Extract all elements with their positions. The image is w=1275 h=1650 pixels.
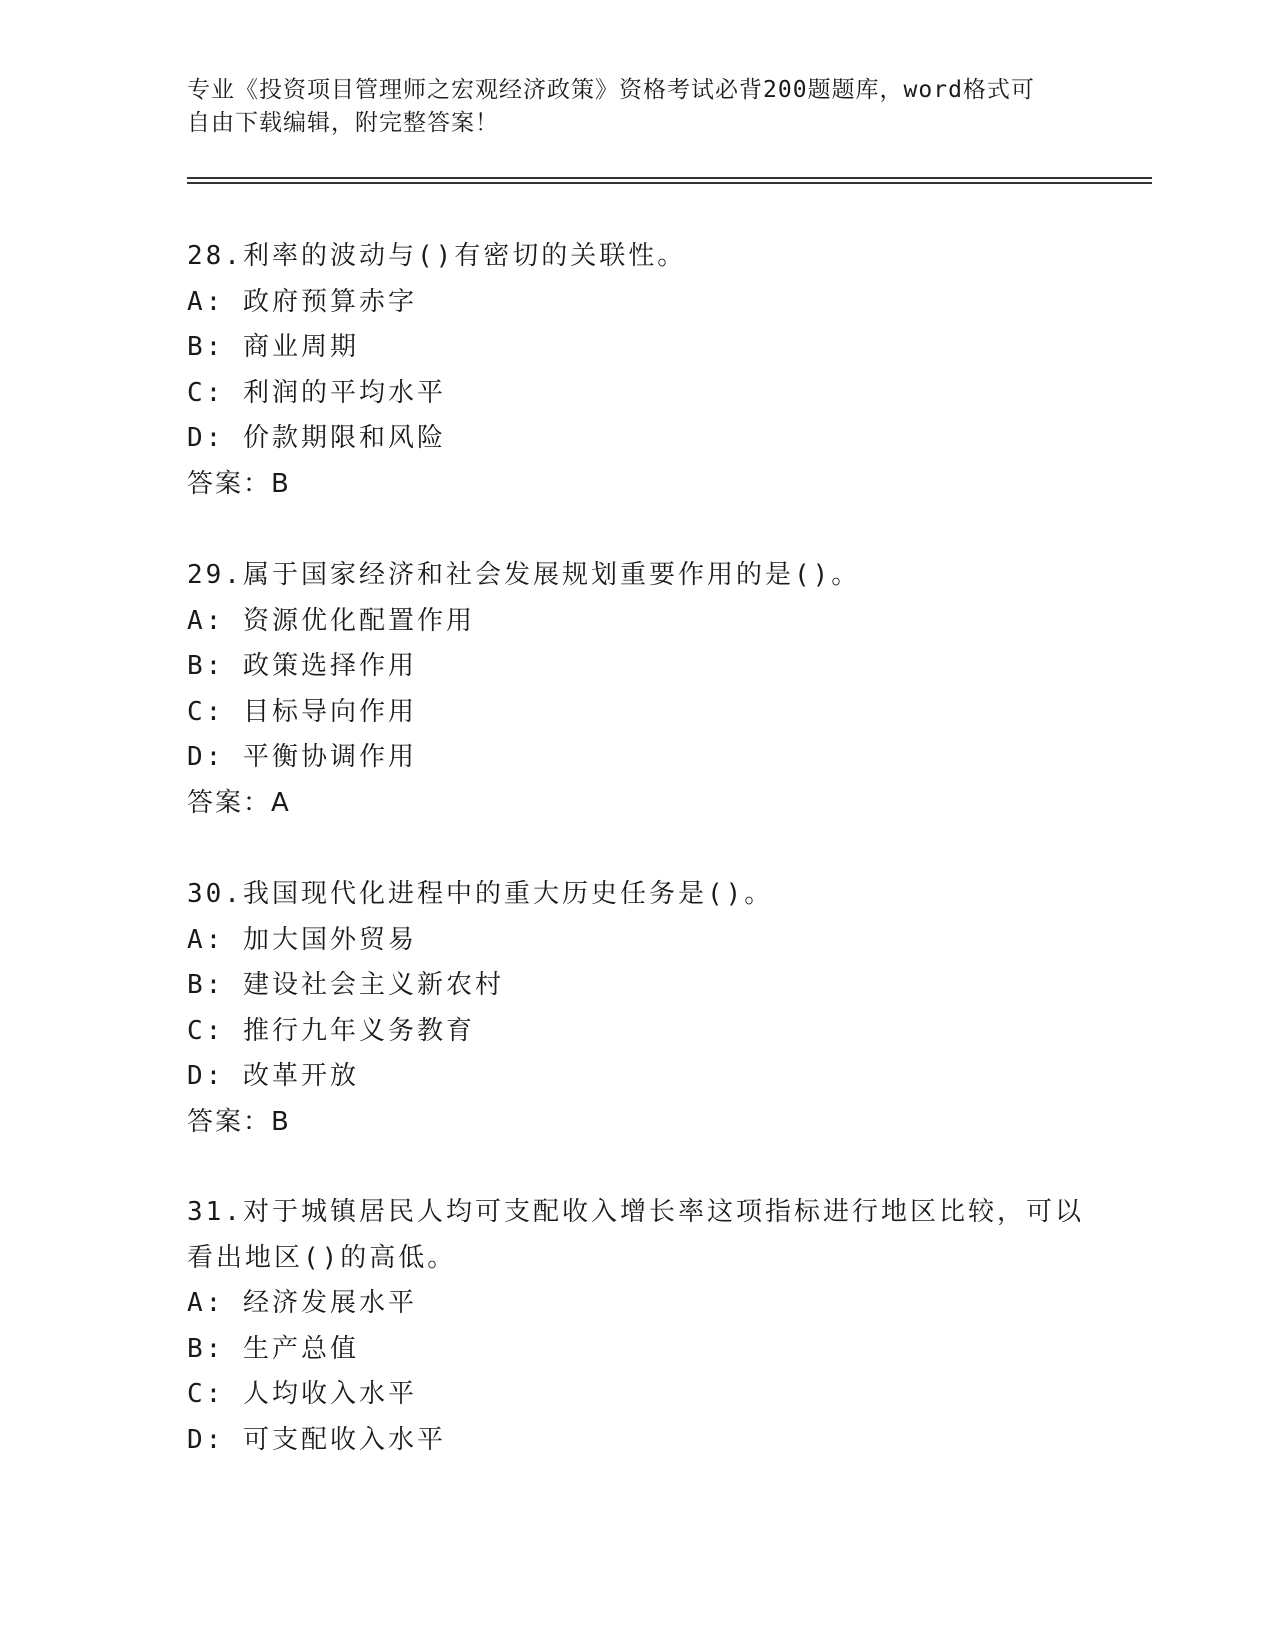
answer: 答案：B bbox=[187, 468, 291, 499]
question-30 bbox=[187, 872, 1087, 1146]
option-c: C: 人均收入水平 bbox=[187, 1379, 417, 1410]
question-29 bbox=[187, 553, 1087, 827]
option-b: B: 政策选择作用 bbox=[187, 651, 417, 682]
answer: 答案：A bbox=[187, 787, 291, 818]
document-header bbox=[187, 74, 1067, 140]
header-line-1: 专业《投资项目管理师之宏观经济政策》资格考试必背200题题库，word格式可 bbox=[187, 77, 1035, 103]
option-a: A: 经济发展水平 bbox=[187, 1288, 417, 1319]
option-b: B: 建设社会主义新农村 bbox=[187, 970, 504, 1001]
question-stem: 28.利率的波动与()有密切的关联性。 bbox=[187, 241, 687, 271]
question-stem: 29.属于国家经济和社会发展规划重要作用的是()。 bbox=[187, 560, 861, 590]
header-line-2: 自由下载编辑，附完整答案！ bbox=[187, 110, 499, 136]
option-b: B: 商业周期 bbox=[187, 332, 359, 363]
answer: 答案：B bbox=[187, 1106, 291, 1137]
option-d: D: 可支配收入水平 bbox=[187, 1424, 446, 1455]
question-stem-line-1: 31.对于城镇居民人均可支配收入增长率这项指标进行地区比较，可以 bbox=[187, 1197, 1084, 1227]
question-28 bbox=[187, 234, 1087, 508]
header-divider-top bbox=[187, 177, 1152, 179]
option-a: A: 资源优化配置作用 bbox=[187, 605, 475, 636]
option-d: D: 价款期限和风险 bbox=[187, 423, 446, 454]
question-stem: 30.我国现代化进程中的重大历史任务是()。 bbox=[187, 879, 774, 909]
option-d: D: 平衡协调作用 bbox=[187, 742, 417, 773]
option-b: B: 生产总值 bbox=[187, 1333, 359, 1364]
option-d: D: 改革开放 bbox=[187, 1061, 359, 1092]
header-divider-bottom bbox=[187, 182, 1152, 184]
option-c: C: 推行九年义务教育 bbox=[187, 1015, 475, 1046]
question-stem-line-2: 看出地区()的高低。 bbox=[187, 1242, 457, 1273]
question-31 bbox=[187, 1190, 1087, 1464]
option-a: A: 加大国外贸易 bbox=[187, 924, 417, 955]
option-c: C: 利润的平均水平 bbox=[187, 377, 446, 408]
option-a: A: 政府预算赤字 bbox=[187, 286, 417, 317]
option-c: C: 目标导向作用 bbox=[187, 696, 417, 727]
